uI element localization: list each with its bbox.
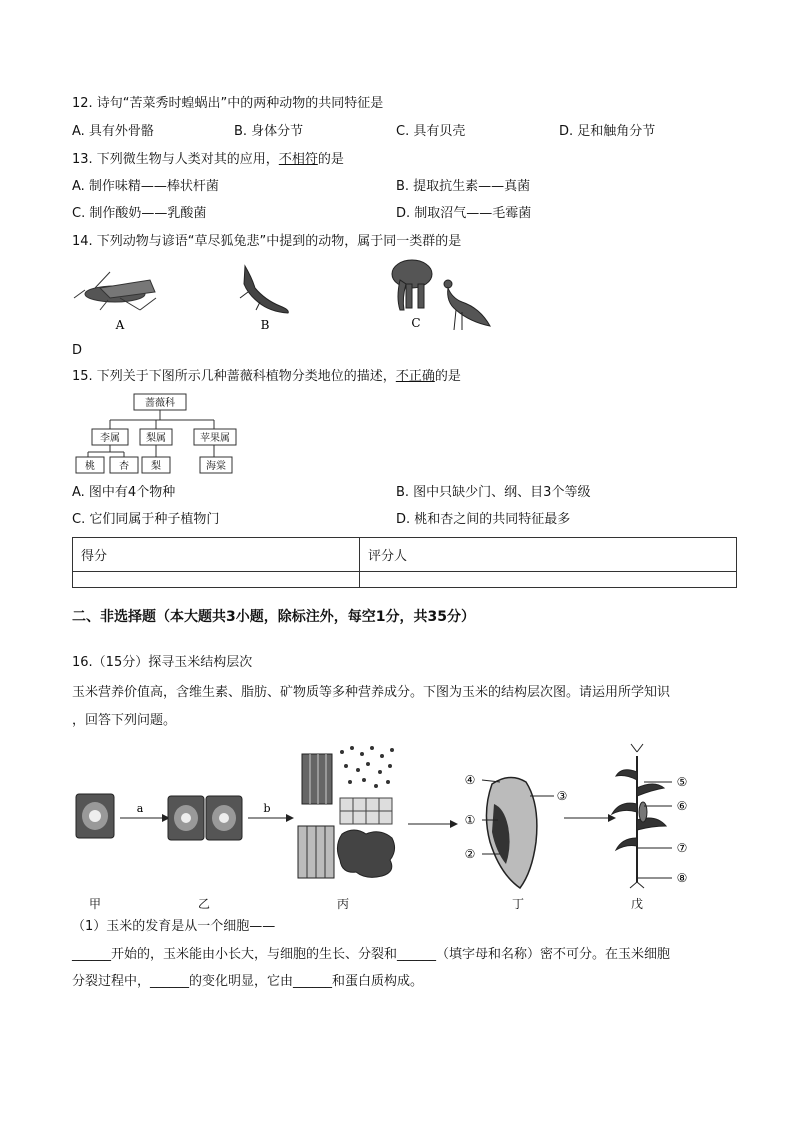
tree-species-3: 梨 <box>151 461 161 472</box>
taxonomy-tree-diagram <box>72 392 252 476</box>
arrow-label-a: a <box>136 802 144 815</box>
plant-mark-5: ⑤ <box>676 775 688 789</box>
q15-stem-end: 的是 <box>434 369 461 384</box>
seed-mark-1: ① <box>464 813 476 827</box>
q14-option-d: D <box>72 343 83 358</box>
stage-label-yi: 乙 <box>198 897 211 911</box>
stage-label-jia: 甲 <box>89 897 102 911</box>
q13-stem-end: 的是 <box>317 152 344 167</box>
plant-mark-7: ⑦ <box>676 841 688 855</box>
tree-species-4: 海棠 <box>206 461 226 472</box>
seed-mark-4: ④ <box>464 773 476 787</box>
grader-header: 评分人 <box>360 538 737 572</box>
q13-stem <box>72 152 344 168</box>
q13-option-b: B. 提取抗生素——真菌 <box>396 179 531 194</box>
tree-species-1: 桃 <box>85 461 95 472</box>
grader-cell[interactable] <box>360 572 737 588</box>
score-cell[interactable] <box>73 572 360 588</box>
q15-option-c: C. 它们同属于种子植物门 <box>72 512 220 527</box>
q14-label-c: C <box>411 316 421 330</box>
q13-stem-part: 13. 下列微生物与人类对其的应用， <box>72 152 279 167</box>
q13-option-a: A. 制作味精——棒状杆菌 <box>72 179 219 194</box>
q15-option-d: D. 桃和杏之间的共同特征最多 <box>396 512 571 527</box>
arrow-label-b: b <box>263 802 271 815</box>
q13-option-d: D. 制取沼气——毛霉菌 <box>396 206 532 221</box>
two-cells-image <box>168 796 242 840</box>
q14-label-a: A <box>115 318 125 332</box>
tree-genus-1: 李属 <box>100 433 120 444</box>
q15-stem <box>72 369 461 385</box>
score-header: 得分 <box>73 538 360 572</box>
seed-mark-2: ② <box>464 847 476 861</box>
q14-animal-images <box>70 258 500 338</box>
q16-part1-line3: 分裂过程中，______的变化明显，它由______和蛋白质构成。 <box>72 974 424 989</box>
q16-intro-line2: ，回答下列问题。 <box>72 713 177 728</box>
corn-plant-image <box>612 744 672 888</box>
q16-intro-line1: 玉米营养价值高，含维生素、脂肪、矿物质等多种营养成分。下图为玉米的结构层次图。请运用所学知识 <box>72 685 671 700</box>
q12-option-b: B. 身体分节 <box>234 124 304 139</box>
q12-option-d: D. 足和触角分节 <box>559 124 656 139</box>
stage-label-ding: 丁 <box>512 897 525 911</box>
q16-part1-line2: ______开始的，玉米能由小长大，与细胞的生长、分裂和______（填字母和名称）密不可分。在玉米细胞 <box>72 947 671 962</box>
seed-mark-3: ③ <box>556 789 568 803</box>
stage-label-bing: 丙 <box>337 897 350 911</box>
q13-option-c: C. 制作酸奶——乳酸菌 <box>72 206 207 221</box>
plant-mark-8: ⑧ <box>676 871 688 885</box>
q15-stem-part: 15. 下列关于下图所示几种蔷薇科植物分类地位的描述， <box>72 369 396 384</box>
tree-genus-3: 苹果属 <box>200 433 230 444</box>
tree-root: 蔷薇科 <box>145 398 175 409</box>
q16-title: 16.（15分）探寻玉米结构层次 <box>72 655 253 670</box>
q15-option-b: B. 图中只缺少门、纲、目3个等级 <box>396 485 591 500</box>
q14-stem: 14. 下列动物与谚语“草尽狐兔悲”中提到的动物，属于同一类群的是 <box>72 234 462 249</box>
q16-part1-line1: （1）玉米的发育是从一个细胞—— <box>72 919 276 934</box>
crocodile-image <box>240 266 288 313</box>
corn-seed-image <box>482 777 554 888</box>
corn-structure-diagram <box>70 742 710 892</box>
single-cell-image <box>76 794 114 838</box>
q12-stem: 12. 诗句“苦菜秀时蝗蜗出”中的两种动物的共同特征是 <box>72 96 384 111</box>
q13-stem-underlined: 不相符 <box>278 152 318 167</box>
plant-mark-6: ⑥ <box>676 799 688 813</box>
score-table <box>72 537 737 588</box>
q15-option-a: A. 图中有4个物种 <box>72 485 176 500</box>
tree-species-2: 杏 <box>119 461 129 472</box>
q14-label-b: B <box>260 318 270 332</box>
section-heading: 二、非选择题（本大题共3小题，除标注外，每空1分，共35分） <box>72 609 475 625</box>
grasshopper-image <box>74 272 156 310</box>
elephant-image <box>392 260 432 310</box>
tissues-image <box>298 746 395 878</box>
q12-option-a: A. 具有外骨骼 <box>72 124 154 139</box>
q12-option-c: C. 具有贝壳 <box>396 124 466 139</box>
peacock-image <box>444 280 490 330</box>
tree-genus-2: 梨属 <box>146 433 166 444</box>
stage-label-wu: 戊 <box>631 897 644 911</box>
q15-stem-underlined: 不正确 <box>395 369 435 384</box>
